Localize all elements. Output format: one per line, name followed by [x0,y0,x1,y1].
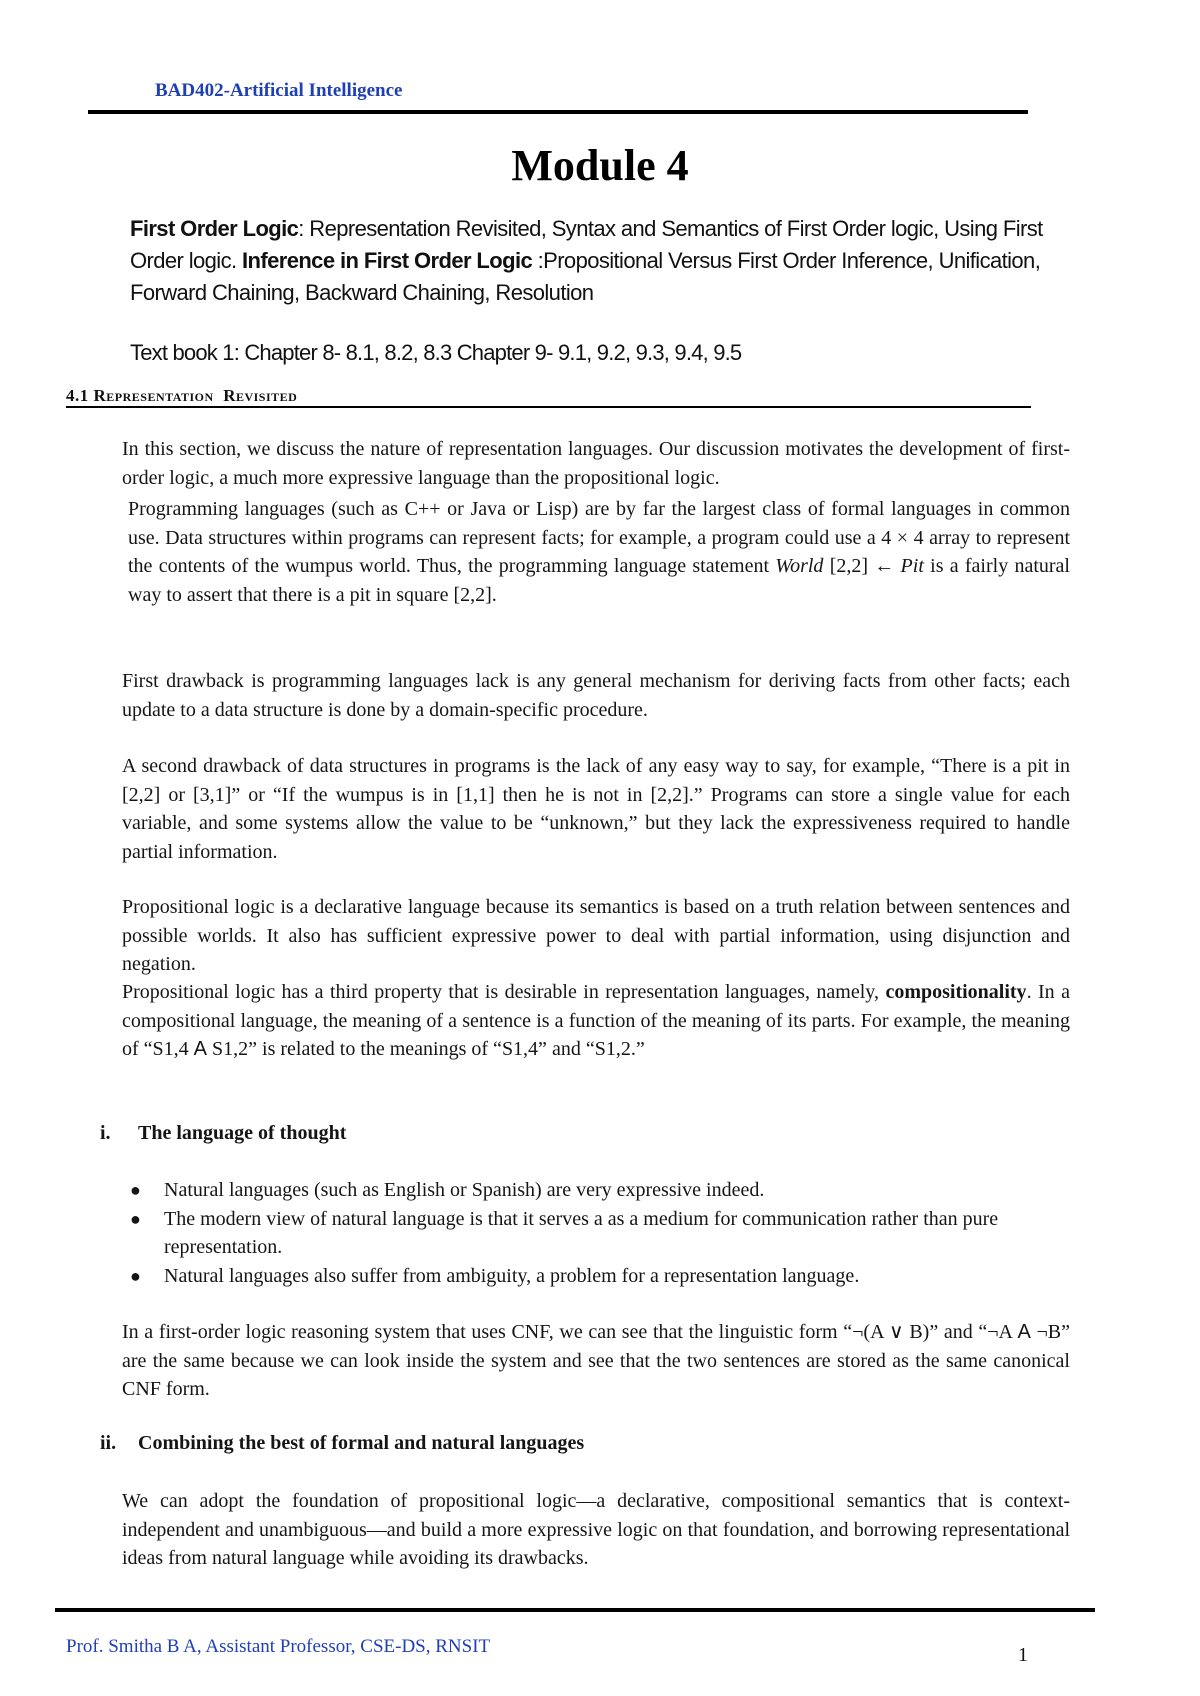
subsection-1-number: i. [100,1122,111,1144]
p6-and-symbol: A [193,1038,208,1060]
p6-text-c: S1,2” is related to the meanings of “S1,4” and “S1,2.” [207,1038,645,1060]
inference-topics: :Propositional Versus First Order Inference, Unification, Forward Chaining, Backward Chaining, Resolution [130,248,1041,305]
p6-text-b: . In a compositional language, the meaning of a sentence is a function of the meaning of its parts. For example, the meaning of “S1,4 [122,981,1070,1060]
bullet-icon: ● [130,1180,141,1200]
syllabus-block [130,213,1085,309]
p2-world: World [775,555,824,577]
bullet-list [130,1176,1070,1290]
p7-and-symbol: A [1017,1321,1031,1343]
paragraph-second-drawback: A second drawback of data structures in programs is the lack of any easy way to say, for example, “There is a pit in [2,2] or [3,1]” or “If the wumpus is in [1,1] then he is not in [2,2].” Programs can store a single value for each variable, and some systems allow the value to be “unknown,” but they lack the expressiveness required to handle partial information. [122,755,1070,863]
footer-rule [55,1608,1095,1612]
list-item [130,1176,1070,1205]
list-item [130,1262,1070,1291]
fol-topics: : Representation Revisited, Syntax and Semantics of First Order logic, Using First Order logic. [130,216,1043,273]
textbook-reference: Text book 1: Chapter 8- 8.1, 8.2, 8.3 Chapter 9- 9.1, 9.2, 9.3, 9.4, 9.5 [130,340,742,365]
bullet-text: Natural languages (such as English or Spanish) are very expressive indeed. [164,1179,765,1201]
paragraph-compositionality [122,978,1070,1064]
p6-text-a: Propositional logic has a third property that is desirable in representation languages, namely, [122,981,886,1003]
bullet-text: Natural languages also suffer from ambiguity, a problem for a representation language. [164,1264,860,1287]
paragraph-combining: We can adopt the foundation of propositional logic—a declarative, compositional semantics that is context-independent and unambiguous—and build a more expressive logic on that foundation, and borrowing representational ideas from natural language while avoiding its drawbacks. [122,1490,1070,1569]
subsection-2-number: ii. [100,1432,117,1454]
p2-pit: Pit [900,555,924,577]
bullet-icon: ● [130,1208,141,1229]
subsection-heading-2 [100,1432,584,1455]
paragraph-programming-languages [128,495,1070,609]
p6-compositionality: compositionality [885,981,1027,1003]
inference-label: Inference in First Order Logic [242,248,533,273]
bullet-icon: ● [130,1265,141,1286]
bullet-text: The modern view of natural language is that it serves a as a medium for communication rather than pure representation. [164,1207,999,1258]
p7-text-b: ¬B” are the same because we can look inside the system and see that the two sentences are stored as the same canonical CNF form. [122,1321,1070,1400]
paragraph-first-drawback: First drawback is programming languages lack is any general mechanism for deriving facts from other facts; each update to a data structure is done by a domain-specific procedure. [122,670,1070,721]
p2-text-c: is a fairly natural way to assert that there is a pit in square [2,2]. [128,555,1070,606]
paragraph-cnf [122,1318,1070,1404]
header-rule [88,110,1028,114]
paragraph-intro: In this section, we discuss the nature of representation languages. Our discussion motivates the development of first-order logic, a much more expressive language than the propositional logic. [122,438,1070,489]
p2-text-a: Programming languages (such as C++ or Java or Lisp) are by far the largest class of formal languages in common use. Data structures within programs can represent facts; for example, a program could use a 4 × 4 array to represent the contents of the wumpus world. Thus, the programming language statement [128,498,1070,577]
section-number: 4.1 [66,386,89,405]
section-title-word1: Representation [93,386,214,405]
module-title: Module 4 [511,141,689,190]
subsection-heading-1 [100,1122,346,1145]
footer-author: Prof. Smitha B A, Assistant Professor, CSE-DS, RNSIT [66,1636,491,1657]
paragraph-declarative: Propositional logic is a declarative language because its semantics is based on a truth relation between sentences and possible worlds. It also has sufficient expressive power to deal with partial information, using disjunction and negation. [122,896,1070,975]
section-rule [66,406,1031,408]
subsection-1-title: The language of thought [138,1122,347,1144]
course-header: BAD402-Artificial Intelligence [155,80,403,101]
page-number: 1 [1018,1644,1028,1666]
p7-text-a: In a first-order logic reasoning system that uses CNF, we can see that the linguistic form “¬(A ∨ B)” and “¬A [122,1321,1018,1343]
section-title-word2: Revisited [223,386,298,405]
p2-text-b: [2,2] ← [823,555,901,577]
section-heading [66,386,297,406]
subsection-2-title: Combining the best of formal and natural languages [138,1432,585,1454]
fol-label: First Order Logic [130,216,299,241]
list-item [130,1205,1070,1262]
